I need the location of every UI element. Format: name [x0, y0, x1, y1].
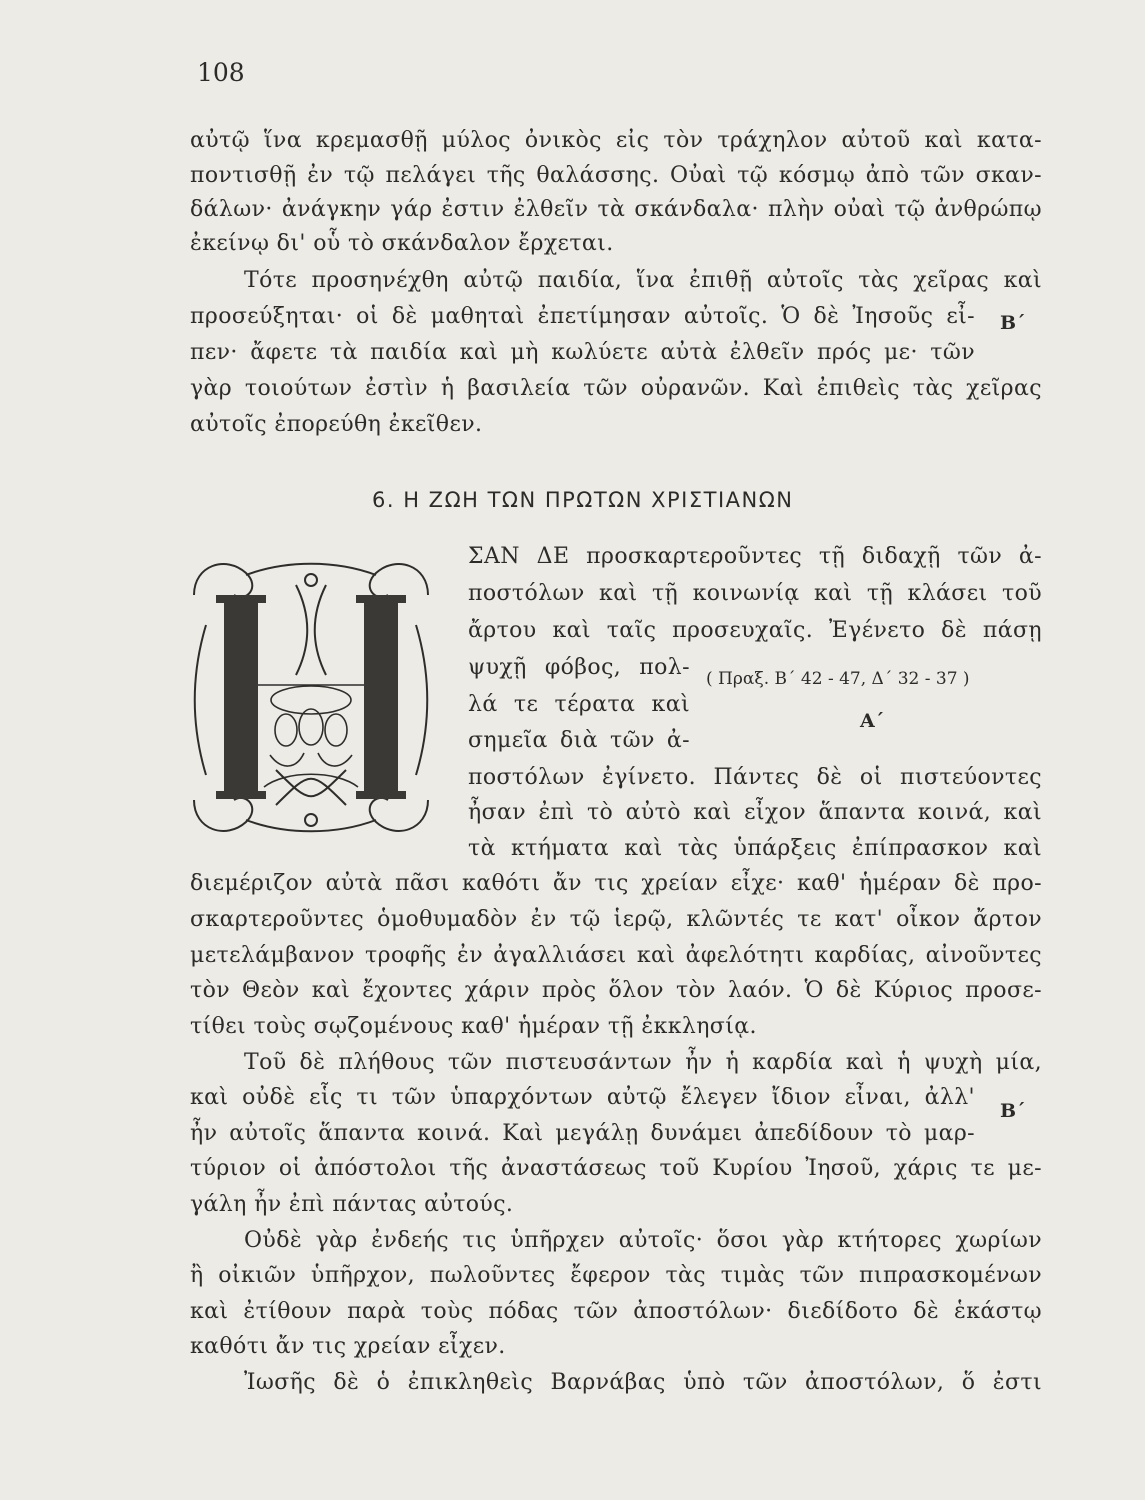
text-line: προσεύξηται· οἱ δὲ μαθηταὶ ἐπετίμησαν αὐτοῖς. Ὁ δὲ Ἰησοῦς εἶ-: [190, 304, 975, 329]
text-line: αὐτῷ ἵνα κρεμασθῇ μύλος ὀνικὸς εἰς τὸν τράχηλον αὐτοῦ καὶ κατα-: [190, 128, 1042, 153]
text-line: Ἰωσῆς δὲ ὁ ἐπικληθεὶς Βαρνάβας ὑπὸ τῶν ἀποστόλων, ὅ ἐστι: [244, 1370, 1042, 1395]
page-number: 108: [197, 58, 245, 87]
text-line: καὶ ἐτίθουν παρὰ τοὺς πόδας τῶν ἀποστόλων· διεδίδοτο δὲ ἑκάστῳ: [190, 1299, 1042, 1324]
text-line: ποντισθῇ ἐν τῷ πελάγει τῆς θαλάσσης. Οὐαὶ τῷ κόσμῳ ἀπὸ τῶν σκαν-: [190, 163, 1042, 188]
text-line: ΣΑΝ ΔΕ προσκαρτεροῦντες τῇ διδαχῇ τῶν ἀ-: [468, 544, 1042, 569]
text-line: σημεῖα διὰ τῶν ἀ-: [468, 728, 690, 753]
scripture-reference: ( Πραξ. Β΄ 42 - 47, Δ΄ 32 - 37 ): [706, 669, 970, 689]
text-line: ἐκείνῳ δι' οὗ τὸ σκάνδαλον ἔρχεται.: [190, 231, 614, 256]
text-line: ἢ οἰκιῶν ὑπῆρχον, πωλοῦντες ἔφερον τὰς τιμὰς τῶν πιπρασκομένων: [190, 1263, 1042, 1288]
text-line: γὰρ τοιούτων ἐστὶν ἡ βασιλεία τῶν οὐρανῶν. Καὶ ἐπιθεὶς τὰς χεῖρας: [190, 376, 1042, 401]
text-line: τύριον οἱ ἀπόστολοι τῆς ἀναστάσεως τοῦ Κυρίου Ἰησοῦ, χάρις τε με-: [190, 1156, 1042, 1181]
decorated-initial: [186, 555, 436, 840]
text-line: πεν· ἄφετε τὰ παιδία καὶ μὴ κωλύετε αὐτὰ ἐλθεῖν πρός με· τῶν: [190, 340, 975, 365]
text-line: γάλη ἦν ἐπὶ πάντας αὐτούς.: [190, 1192, 514, 1217]
text-line: διεμέριζον αὐτὰ πᾶσι καθότι ἄν τις χρείαν εἶχε· καθ' ἡμέραν δὲ προ-: [190, 871, 1042, 896]
margin-mark: Β΄: [1000, 1100, 1026, 1122]
text-line: Τοῦ δὲ πλήθους τῶν πιστευσάντων ἦν ἡ καρδία καὶ ἡ ψυχὴ μία,: [244, 1050, 1042, 1075]
text-line: ποστόλων καὶ τῇ κοινωνίᾳ καὶ τῇ κλάσει τοῦ: [468, 581, 1042, 606]
text-line: Τότε προσηνέχθη αὐτῷ παιδία, ἵνα ἐπιθῇ αὐτοῖς τὰς χεῖρας καὶ: [244, 268, 1042, 293]
text-line: ψυχῇ φόβος, πολ-: [468, 655, 690, 680]
margin-mark: Β΄: [1000, 312, 1026, 334]
text-line: ἄρτου καὶ ταῖς προσευχαῖς. Ἐγένετο δὲ πάσῃ: [468, 618, 1042, 643]
text-line: σκαρτεροῦντες ὁμοθυμαδὸν ἐν τῷ ἱερῷ, κλῶντές τε κατ' οἶκον ἄρτον: [190, 907, 1042, 932]
text-line: Οὐδὲ γὰρ ἐνδεής τις ὑπῆρχεν αὐτοῖς· ὅσοι γὰρ κτήτορες χωρίων: [244, 1228, 1042, 1253]
text-line: καθότι ἄν τις χρείαν εἶχεν.: [190, 1334, 506, 1359]
section-heading: 6. Η ΖΩΗ ΤΩΝ ΠΡΩΤΩΝ ΧΡΙΣΤΙΑΝΩΝ: [372, 488, 794, 512]
text-line: τὸν Θεὸν καὶ ἔχοντες χάριν πρὸς ὅλον τὸν λαόν. Ὁ δὲ Κύριος προσε-: [190, 978, 1042, 1003]
text-line: ἦν αὐτοῖς ἅπαντα κοινά. Καὶ μεγάλῃ δυνάμει ἀπεδίδουν τὸ μαρ-: [190, 1121, 975, 1146]
text-line: αὐτοῖς ἐπορεύθη ἐκεῖθεν.: [190, 412, 483, 437]
margin-mark: Α΄: [860, 710, 885, 732]
text-line: ποστόλων ἐγίνετο. Πάντες δὲ οἱ πιστεύοντες: [468, 765, 1042, 790]
text-line: τίθει τοὺς σῳζομένους καθ' ἡμέραν τῇ ἐκκλησίᾳ.: [190, 1014, 757, 1039]
text-line: ἦσαν ἐπὶ τὸ αὐτὸ καὶ εἶχον ἅπαντα κοινά, καὶ: [468, 800, 1042, 825]
text-line: μετελάμβανον τροφῆς ἐν ἀγαλλιάσει καὶ ἀφελότητι καρδίας, αἰνοῦντες: [190, 943, 1042, 968]
text-line: καὶ οὐδὲ εἷς τι τῶν ὑπαρχόντων αὐτῷ ἔλεγεν ἴδιον εἶναι, ἀλλ': [190, 1085, 975, 1110]
text-line: λά τε τέρατα καὶ: [468, 692, 690, 717]
text-line: τὰ κτήματα καὶ τὰς ὑπάρξεις ἐπίπρασκον καὶ: [468, 836, 1042, 861]
text-line: δάλων· ἀνάγκην γάρ ἐστιν ἐλθεῖν τὰ σκάνδαλα· πλὴν οὐαὶ τῷ ἀνθρώπῳ: [190, 197, 1042, 222]
